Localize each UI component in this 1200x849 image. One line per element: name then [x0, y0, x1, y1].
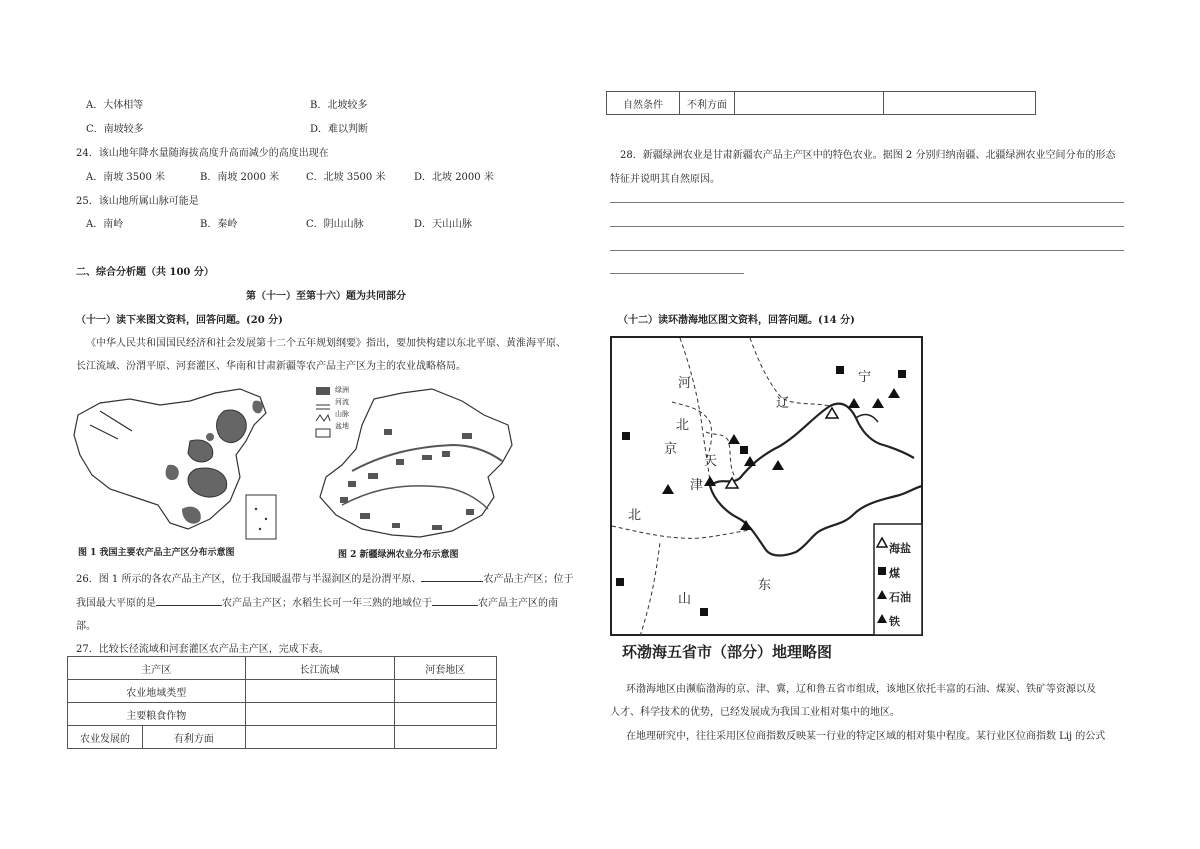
- q25-option-a: A．南岭: [86, 219, 124, 230]
- q24-option-b: B．南坡 2000 米: [200, 172, 280, 183]
- q28-line2: 特征并说明其自然原因。: [610, 174, 720, 185]
- table-cell-natural-conditions: 自然条件: [607, 92, 680, 115]
- q24-option-a: A．南坡 3500 米: [86, 172, 166, 183]
- part11-title: （十一）读下来图文资料，回答问题。(20 分): [76, 315, 283, 326]
- q23-option-d: D．难以判断: [310, 124, 369, 135]
- legend-iron: 铁: [889, 615, 900, 628]
- part12-paragraph1-line2: 人才、科学技术的优势，已经发展成为我国工业相对集中的地区。: [610, 707, 900, 718]
- q26-blank-1[interactable]: [421, 571, 483, 582]
- table-cell-input[interactable]: [245, 680, 394, 703]
- map-label-bei-2: 北: [628, 508, 642, 523]
- table-cell-unfavorable: 不利方面: [680, 92, 735, 115]
- map-label-shan: 山: [678, 592, 692, 607]
- table-cell-input[interactable]: [394, 680, 497, 703]
- q26-text-c: 我国最大平原的是: [76, 598, 156, 609]
- answer-line[interactable]: [610, 202, 1124, 203]
- q26-text-f: 部。: [76, 621, 96, 632]
- map-label-bei: 北: [676, 418, 690, 433]
- q24-stem: 24．该山地年降水量随海拔高度升高而减少的高度出现在: [76, 148, 329, 159]
- table-row-agri-type: 农业地域类型: [68, 680, 246, 703]
- table-cell-input[interactable]: [884, 92, 1036, 115]
- table-cell-input[interactable]: [735, 92, 884, 115]
- map-label-jin: 津: [690, 478, 704, 493]
- q23-option-a: A．大体相等: [86, 100, 144, 111]
- legend-basin: 盆地: [335, 422, 349, 430]
- part12-paragraph2: 在地理研究中，往往采用区位商指数反映某一行业的特定区域的相对集中程度。某行业区位商指数 Lij 的公式: [626, 731, 1106, 742]
- q26-blank-3[interactable]: [432, 595, 478, 606]
- q26-text-b: 农产品主产区；位于: [483, 574, 574, 585]
- legend-oasis: 绿洲: [335, 386, 349, 394]
- map-label-he: 河: [678, 376, 692, 391]
- legend-mountain: 山脉: [335, 410, 349, 418]
- map-label-dong: 东: [758, 578, 772, 593]
- q23-option-c: C．南坡较多: [86, 124, 144, 135]
- q26-line2: [76, 594, 558, 609]
- table-cell-input[interactable]: [394, 726, 497, 749]
- table-header-yangtze: 长江流域: [245, 657, 394, 680]
- answer-line[interactable]: [610, 250, 1124, 251]
- table-header-hetao: 河套地区: [394, 657, 497, 680]
- part12-title: （十二）读环渤海地区图文资料，回答问题。(14 分): [618, 315, 855, 326]
- table-continuation: [606, 91, 1036, 115]
- q28-line1: 28．新疆绿洲农业是甘肃新疆农产品主产区中的特色农业。据图 2 分别归纳南疆、北疆绿洲农业空间分布的形态: [620, 150, 1116, 161]
- map-label-liao: 辽: [776, 396, 790, 411]
- figure2-caption: 图 2 新疆绿洲农业分布示意图: [338, 550, 459, 560]
- table-row-grain: 主要粮食作物: [68, 703, 246, 726]
- q24-option-d: D．北坡 2000 米: [414, 172, 494, 183]
- shared-note: 第（十一）至第十六）题为共同部分: [246, 291, 406, 302]
- q25-stem: 25．该山地所属山脉可能是: [76, 196, 199, 207]
- china-map-figure: [70, 385, 290, 545]
- table-cell-input[interactable]: [394, 703, 497, 726]
- answer-line[interactable]: [610, 226, 1124, 227]
- q26-text-a: 26．图 1 所示的各农产品主产区，位于我国暖温带与半湿润区的是汾渭平原、: [76, 574, 422, 585]
- map-label-jing: 京: [664, 442, 678, 457]
- q25-option-d: D．天山山脉: [414, 219, 473, 230]
- legend-petroleum: 石油: [889, 591, 911, 604]
- table-row-conditions: 农业发展的: [68, 726, 143, 749]
- q26-text-d: 农产品主产区；水稻生长可一年三熟的地域位于: [222, 598, 432, 609]
- answer-line[interactable]: [610, 273, 744, 274]
- figure2-legend: [335, 384, 349, 432]
- map-label-ning: 宁: [858, 370, 872, 385]
- table-row-favorable: 有利方面: [143, 726, 246, 749]
- comparison-table: [67, 656, 497, 749]
- map-label-tian: 天: [704, 454, 718, 469]
- legend-river: 河流: [335, 398, 349, 406]
- q25-option-c: C．阴山山脉: [306, 219, 364, 230]
- section-title: 二、综合分析题（共 100 分）: [76, 267, 214, 278]
- q24-option-c: C．北坡 3500 米: [306, 172, 386, 183]
- legend-coal: 煤: [889, 567, 900, 580]
- q27-stem: 27．比较长径流域和河套灌区农产品主产区，完成下表。: [76, 644, 329, 655]
- table-cell-input[interactable]: [245, 726, 394, 749]
- part12-paragraph1-line1: 环渤海地区由濒临渤海的京、津、冀，辽和鲁五省市组成，该地区依托丰富的石油、煤炭、铁矿等资源以及: [626, 684, 1096, 695]
- table-header-region: 主产区: [68, 657, 246, 680]
- q26-text-e: 农产品主产区的南: [478, 598, 558, 609]
- q23-option-b: B．北坡较多: [310, 100, 368, 111]
- table-cell-input[interactable]: [245, 703, 394, 726]
- q25-option-b: B．秦岭: [200, 219, 238, 230]
- q26-blank-2[interactable]: [156, 595, 222, 606]
- q26-line1: [76, 570, 573, 585]
- figure1-caption: 图 1 我国主要农产品主产区分布示意图: [78, 548, 235, 558]
- legend-sea-salt: 海盐: [889, 542, 911, 555]
- part11-paragraph-line1: 《中华人民共和国国民经济和社会发展第十二个五年规划纲要》指出，要加快构建以东北平原、黄淮海平原、: [86, 338, 566, 349]
- part11-paragraph-line2: 长江流域、汾渭平原、河套灌区、华南和甘肃新疆等农产品主产区为主的农业战略格局。: [76, 361, 466, 372]
- map-caption: 环渤海五省市（部分）地理略图: [622, 643, 833, 661]
